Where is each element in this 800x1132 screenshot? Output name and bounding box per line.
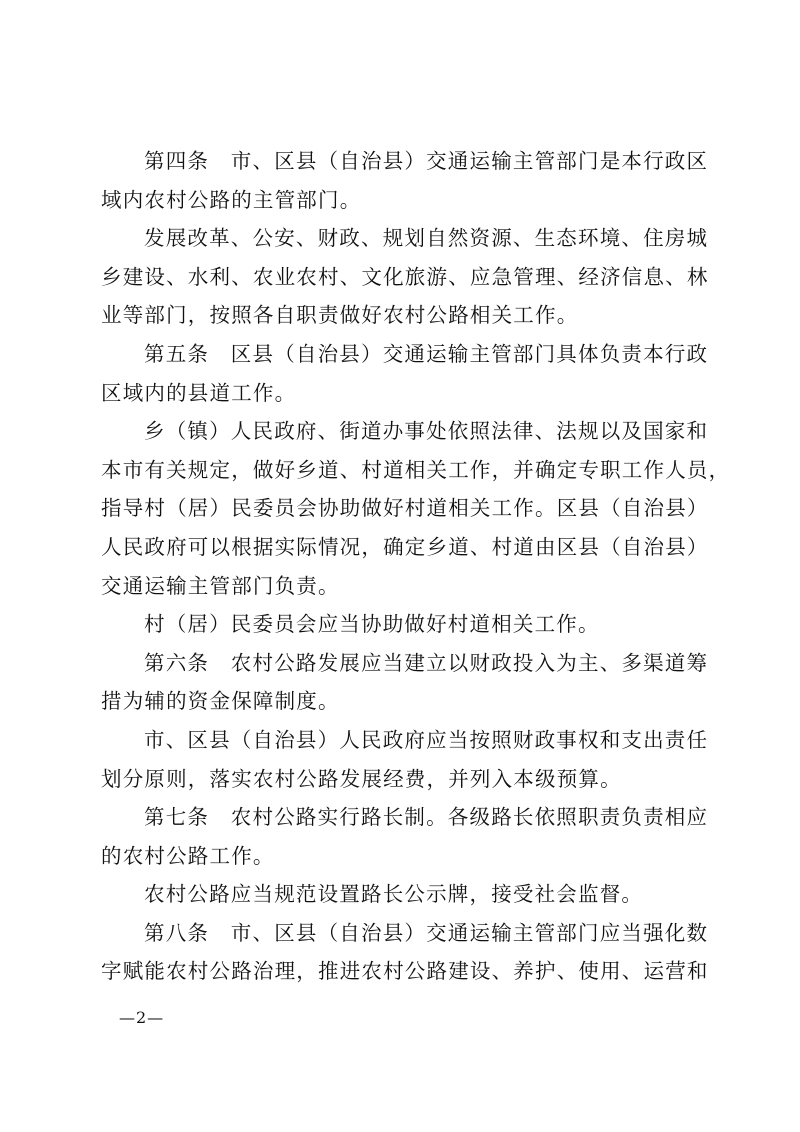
text-line: 农村公路应当规范设置路长公示牌，接受社会监督。 (144, 882, 644, 907)
text-line: 指导村（居）民委员会协助做好村道相关工作。区县（自治县） (101, 496, 709, 521)
text-line: 字赋能农村公路治理，推进农村公路建设、养护、使用、运营和 (101, 959, 709, 984)
paragraph-article-4 (101, 142, 709, 219)
paragraph-township (101, 412, 731, 605)
paragraph-departments (101, 219, 709, 335)
text-line: 村（居）民委员会应当协助做好村道相关工作。 (144, 612, 600, 637)
text-line: 第八条 市、区县（自治县）交通运输主管部门应当强化数 (144, 920, 709, 945)
page-number: —2— (119, 1008, 165, 1027)
text-line: 区域内的县道工作。 (101, 380, 297, 405)
text-line: 域内农村公路的主管部门。 (101, 187, 362, 212)
paragraph-village-committee (101, 605, 695, 644)
text-line: 本市有关规定，做好乡道、村道相关工作，并确定专职工作人员， (101, 457, 731, 482)
paragraph-article-6 (101, 644, 709, 721)
text-line: 乡（镇）人民政府、街道办事处依照法律、法规以及国家和 (144, 419, 709, 444)
text-line: 乡建设、水利、农业农村、文化旅游、应急管理、经济信息、林 (101, 264, 709, 289)
text-line: 第七条 农村公路实行路长制。各级路长依照职责负责相应 (144, 805, 709, 830)
text-line: 人民政府可以根据实际情况，确定乡道、村道由区县（自治县） (101, 534, 709, 559)
document-body (101, 142, 731, 991)
text-line: 市、区县（自治县）人民政府应当按照财政事权和支出责任 (144, 727, 709, 752)
text-line: 业等部门，按照各自职责做好农村公路相关工作。 (101, 303, 579, 328)
text-line: 第四条 市、区县（自治县）交通运输主管部门是本行政区 (144, 149, 709, 173)
text-line: 措为辅的资金保障制度。 (101, 689, 340, 714)
paragraph-budget (101, 721, 709, 798)
text-line: 第五条 区县（自治县）交通运输主管部门具体负责本行政 (144, 341, 709, 366)
paragraph-article-7 (101, 798, 709, 875)
paragraph-road-chief-sign (101, 875, 695, 914)
paragraph-article-8 (101, 914, 709, 991)
text-line: 交通运输主管部门负责。 (101, 573, 340, 598)
paragraph-article-5 (101, 335, 709, 412)
text-line: 发展改革、公安、财政、规划自然资源、生态环境、住房城 (144, 226, 709, 251)
text-line: 第六条 农村公路发展应当建立以财政投入为主、多渠道筹 (144, 650, 709, 675)
text-line: 划分原则，落实农村公路发展经费，并列入本级预算。 (101, 766, 622, 791)
text-line: 的农村公路工作。 (101, 843, 275, 868)
